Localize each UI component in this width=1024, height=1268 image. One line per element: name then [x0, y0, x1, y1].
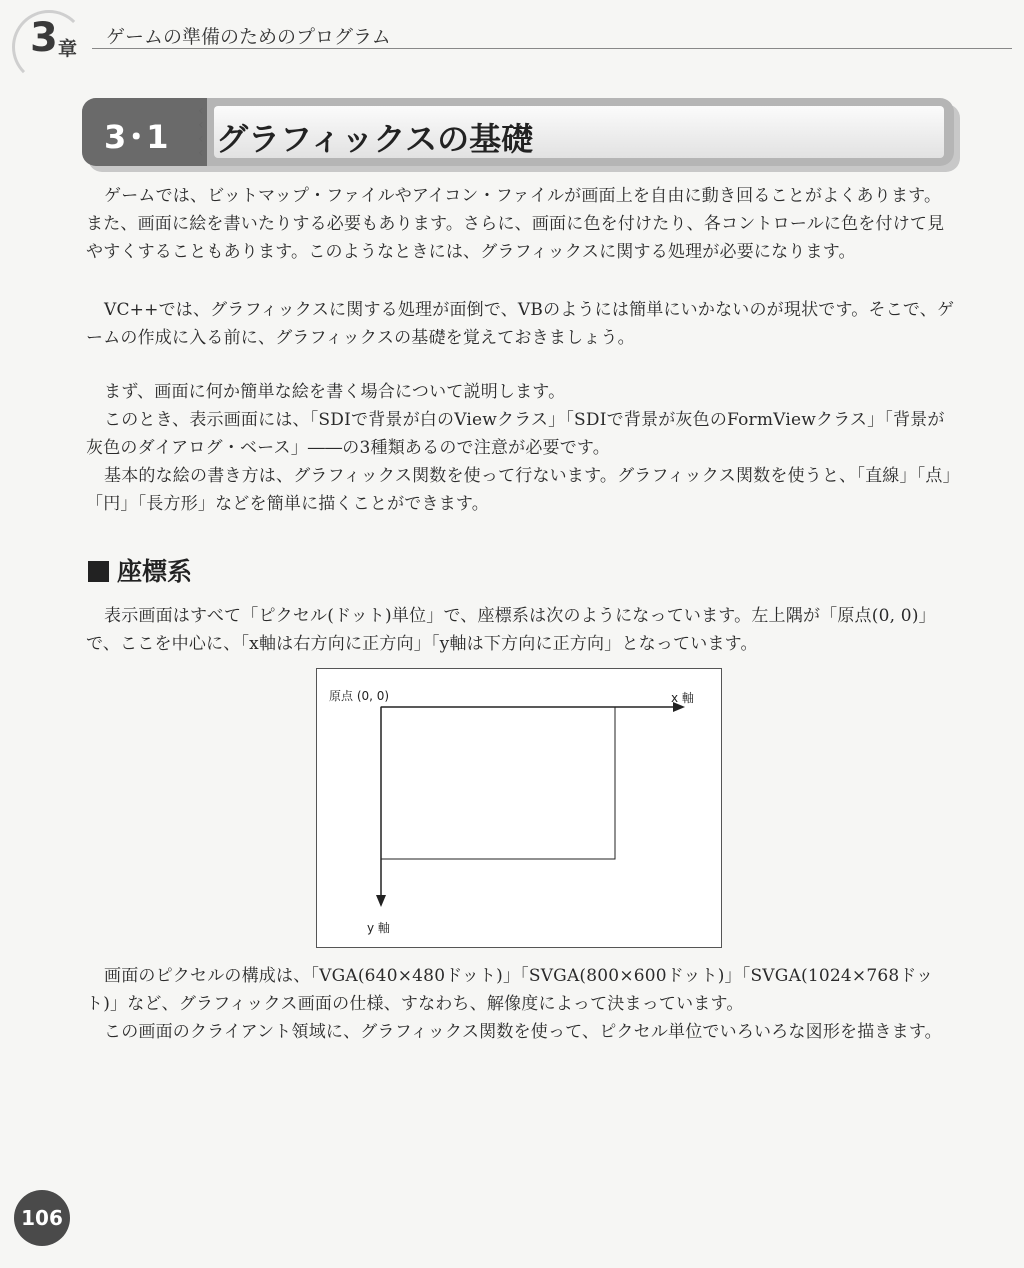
header-rule [92, 48, 1012, 49]
section-number-block [82, 98, 207, 166]
y-axis-arrowhead [376, 895, 386, 907]
chapter-title: ゲームの準備のためのプログラム [106, 26, 391, 48]
paragraph-intro-1: ゲームでは、ビットマップ・ファイルやアイコン・ファイルが画面上を自由に動き回ることがよくあります。また、画面に絵を書いたりする必要もあります。さらに、画面に色を付けたり、各コントロールに色を付けて見やすくすることもあります。このようなときには、グラフィックスに関する処理が必要になります。 [86, 186, 945, 262]
coordinate-figure [316, 668, 722, 948]
paragraph-coords: 表示画面はすべて「ピクセル(ドット)単位」で、座標系は次のようになっています。左上隅が「原点(0, 0)」で、ここを中心に、「x軸は右方向に正方向」「y軸は下方向に正方向」となっています。 [86, 606, 936, 654]
paragraph-main-3: 基本的な絵の書き方は、グラフィックス関数を使って行ないます。グラフィックス関数を使うと、「直線」「点」「円」「長方形」などを簡単に描くことができます。 [86, 466, 952, 514]
chapter-number: 3 [30, 15, 58, 61]
section-title: グラフィックスの基礎 [216, 120, 534, 158]
paragraph-intro-2: VC++では、グラフィックスに関する処理が面倒で、VBのようには簡単にいかないのが現状です。そこで、ゲームの作成に入る前に、グラフィックスの基礎を覚えておきましょう。 [86, 300, 955, 348]
paragraph-main-2: このとき、表示画面には、「SDIで背景が白のViewクラス」「SDIで背景が灰色のFormViewクラス」「背景が灰色のダイアログ・ベース」――の3種類あるので注意が必要です。 [86, 410, 945, 458]
screen-rectangle [381, 707, 615, 859]
banner-zigzag-icon: ‹ ‹ ‹ ‹ [198, 103, 204, 161]
subsection-title: 座標系 [117, 557, 193, 586]
coordinate-diagram [317, 669, 721, 947]
chapter-kanji: 章 [58, 38, 78, 60]
square-bullet-icon [88, 561, 109, 582]
paragraph-after-2: この画面のクライアント領域に、グラフィックス関数を使って、ピクセル単位でいろいろな図形を描きます。 [104, 1022, 942, 1042]
paragraph-main-1: まず、画面に何か簡単な絵を書く場合について説明します。 [104, 382, 566, 402]
paragraph-after-1: 画面のピクセルの構成は、「VGA(640×480ドット)」「SVGA(800×600ドット)」「SVGA(1024×768ドット)」など、グラフィックス画面の仕様、すなわち、解像度によって決まっています。 [86, 966, 934, 1014]
origin-label: 原点 (0, 0) [329, 689, 390, 703]
x-axis-label: x 軸 [671, 691, 694, 705]
subsection-heading [88, 552, 192, 588]
page-number: 106 [14, 1190, 70, 1246]
y-axis-label: y 軸 [367, 921, 390, 935]
section-number: 3･1 [104, 118, 171, 156]
